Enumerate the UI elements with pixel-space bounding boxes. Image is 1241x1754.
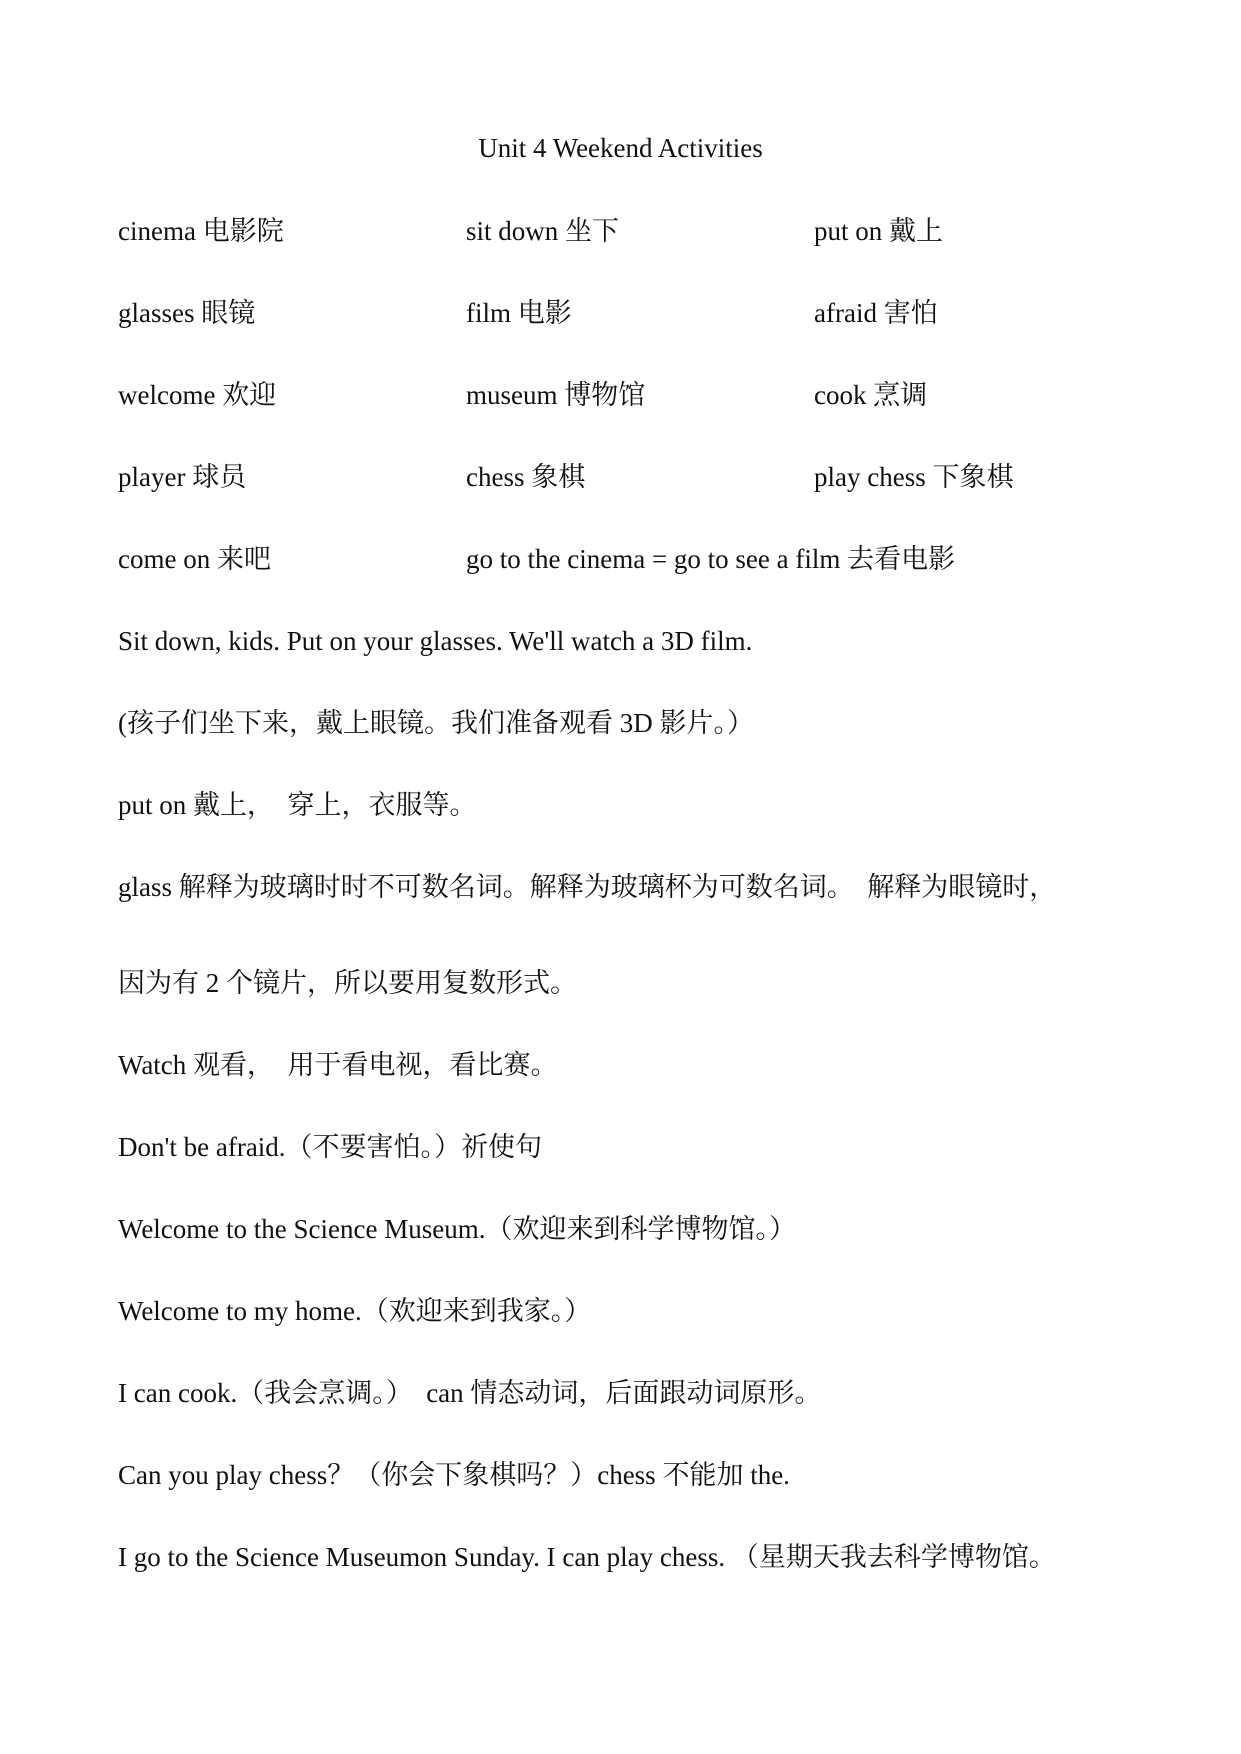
vocab-cell: chess 象棋	[466, 462, 586, 492]
vocab-cell: come on 来吧	[118, 544, 271, 574]
sentence-line: (孩子们坐下来，戴上眼镜。我们准备观看 3D 影片。）	[118, 708, 754, 738]
vocab-row	[0, 546, 1241, 586]
vocab-row	[0, 464, 1241, 504]
sentence-line: Can you play chess？（你会下象棋吗？）chess 不能加 the.	[118, 1460, 790, 1490]
sentence-line: put on 戴上， 穿上，衣服等。	[118, 790, 477, 820]
vocab-cell: go to the cinema = go to see a film 去看电影	[466, 544, 956, 574]
vocab-cell: sit down 坐下	[466, 216, 620, 246]
sentence-line: I go to the Science Museumon Sunday. I can play chess. （星期天我去科学博物馆。	[118, 1542, 1056, 1572]
vocab-row	[0, 218, 1241, 258]
sentence-line: 因为有 2 个镜片，所以要用复数形式。	[118, 968, 577, 998]
vocab-cell: glasses 眼镜	[118, 298, 256, 328]
vocab-row	[0, 300, 1241, 340]
sentence-line: Welcome to the Science Museum.（欢迎来到科学博物馆。）	[118, 1214, 796, 1244]
sentence-line: Watch 观看， 用于看电视，看比赛。	[118, 1050, 558, 1080]
vocab-cell: afraid 害怕	[814, 298, 938, 328]
vocab-cell: welcome 欢迎	[118, 380, 277, 410]
vocab-cell: cook 烹调	[814, 380, 928, 410]
sentence-line: I can cook.（我会烹调。） can 情态动词，后面跟动词原形。	[118, 1378, 822, 1408]
vocab-row	[0, 382, 1241, 422]
sentence-line: Sit down, kids. Put on your glasses. We'll watch a 3D film.	[118, 626, 753, 656]
vocab-cell: museum 博物馆	[466, 380, 646, 410]
vocab-cell: play chess 下象棋	[814, 462, 1014, 492]
vocab-cell: put on 戴上	[814, 216, 944, 246]
vocab-cell: player 球员	[118, 462, 247, 492]
sentence-line: Welcome to my home.（欢迎来到我家。）	[118, 1296, 592, 1326]
vocab-cell: film 电影	[466, 298, 572, 328]
sentence-line: Don't be afraid.（不要害怕。）祈使句	[118, 1132, 543, 1162]
page-title: Unit 4 Weekend Activities	[478, 133, 763, 163]
sentence-line: glass 解释为玻璃时时不可数名词。解释为玻璃杯为可数名词。 解释为眼镜时，	[118, 872, 1057, 902]
vocab-cell: cinema 电影院	[118, 216, 284, 246]
